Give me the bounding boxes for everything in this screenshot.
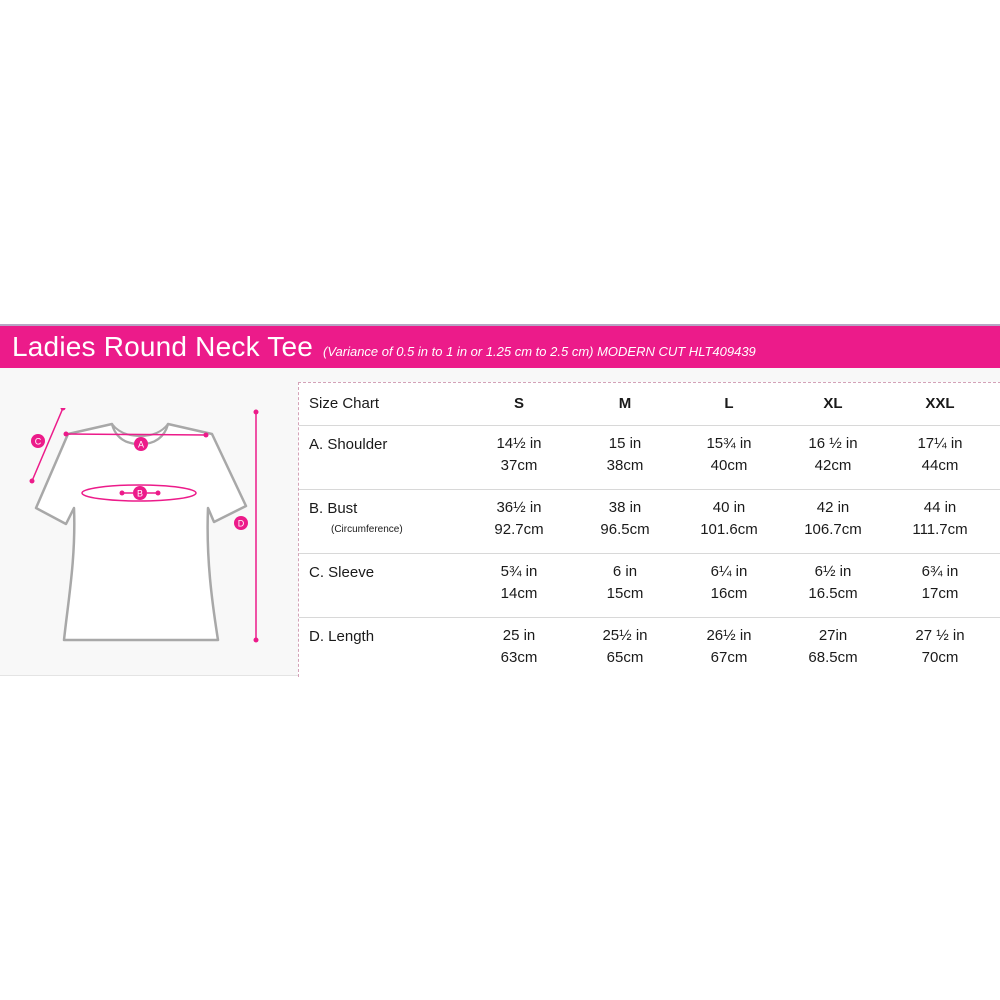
marker-c-label: C [34, 436, 42, 447]
size-header-xl: XL [823, 395, 843, 412]
row-label: D. Length [309, 628, 375, 645]
marker-d-label: D [237, 518, 245, 529]
table-cell: 15 in 38cm [606, 435, 644, 474]
table-cell: 5¾ in 14cm [500, 563, 538, 602]
marker-c [31, 434, 45, 448]
size-chart-panel [0, 368, 1000, 676]
table-cell: 25½ in 65cm [602, 627, 648, 666]
size-table [298, 382, 1000, 677]
table-cell: 36½ in 92.7cm [494, 499, 544, 538]
table-cell: 6¾ in 17cm [921, 563, 959, 602]
length-measure-line [254, 410, 259, 643]
table-cell: 25 in 63cm [500, 627, 538, 666]
size-header-xxl: XXL [925, 395, 955, 412]
table-cell: 15¾ in 40cm [706, 435, 752, 474]
table-cell: 6 in 15cm [606, 563, 644, 602]
table-header-row [299, 383, 1000, 426]
table-cell: 6¼ in 16cm [710, 563, 748, 602]
table-row [299, 490, 1000, 554]
row-label: B. Bust [309, 500, 358, 517]
table-cell: 40 in 101.6cm [700, 499, 758, 538]
tshirt-outline-icon [36, 424, 246, 640]
table-cell: 6½ in 16.5cm [808, 563, 858, 602]
table-cell: 14½ in 37cm [496, 435, 542, 474]
marker-b-label: B [136, 488, 144, 499]
tshirt-diagram [20, 408, 280, 648]
table-cell: 42 in 106.7cm [804, 499, 862, 538]
marker-d [234, 516, 248, 530]
size-header-l: L [724, 395, 734, 412]
marker-b [133, 486, 147, 500]
size-header-s: S [513, 395, 524, 412]
table-cell: 27in 68.5cm [808, 627, 858, 666]
table-row [299, 554, 1000, 618]
table-row [299, 426, 1000, 490]
size-chart-label: Size Chart [309, 395, 380, 412]
row-label: A. Shoulder [309, 436, 388, 453]
row-label: C. Sleeve [309, 564, 375, 581]
title-banner [0, 324, 1000, 368]
product-subtitle: (Variance of 0.5 in to 1 in or 1.25 cm to 2.5 cm) MODERN CUT HLT409439 [323, 343, 756, 359]
row-note: (Circumference) [331, 524, 403, 535]
table-cell: 38 in 96.5cm [600, 499, 650, 538]
marker-a-label: A [137, 439, 145, 450]
marker-a [134, 437, 148, 451]
table-cell: 17¼ in 44cm [917, 435, 963, 474]
product-title: Ladies Round Neck Tee [12, 331, 313, 362]
table-cell: 44 in 111.7cm [912, 499, 968, 538]
table-cell: 26½ in 67cm [706, 627, 752, 666]
table-cell: 16 ½ in 42cm [808, 435, 858, 474]
size-header-m: M [618, 395, 632, 412]
table-row [299, 618, 1000, 676]
table-cell: 27 ½ in 70cm [915, 627, 965, 666]
